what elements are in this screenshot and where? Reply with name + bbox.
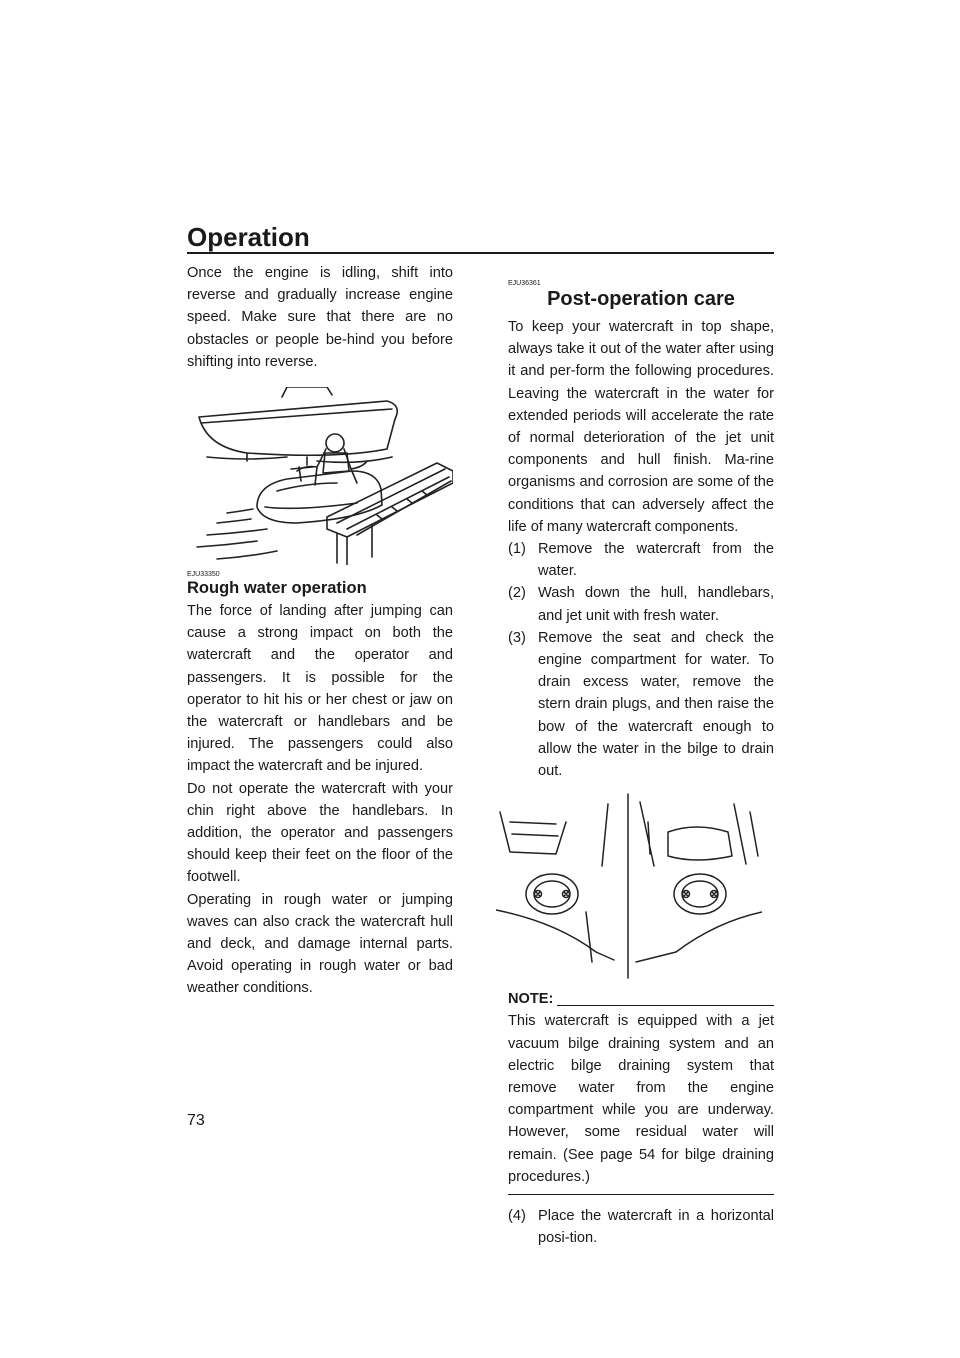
rough-water-paragraph-3: Operating in rough water or jumping waves can also crack the watercraft hull and deck, and damage internal parts. Avoid operating in rough water or bad weather conditions.: [187, 891, 453, 997]
stern-drain-plug-illustration: [496, 792, 762, 980]
note-end-rule: [508, 1194, 774, 1195]
post-operation-intro: To keep your watercraft in top shape, always take it out of the water after using it and per-form the following procedures. Leaving the watercraft in the water for extended periods will accelerate the rate of normal deterioration of the jet unit components and hull finish. Ma-rine organisms and corrosion are some of the conditions that can adversely affect the life of many watercraft components.: [508, 319, 774, 535]
right-column: [508, 280, 774, 1250]
reverse-paragraph: Once the engine is idling, shift into reverse and gradually increase engine speed. Make sure that there are no obstacles or people be-hind you before shifting into reverse.: [187, 265, 453, 370]
left-column: [187, 262, 453, 1000]
rough-water-heading: Rough water operation: [187, 579, 367, 598]
rough-water-code: EJU33350: [187, 571, 220, 579]
note-text: This watercraft is equipped with a jet vacuum bilge draining system and an electric bilge draining system that remove water from the engine compartment while you are underway. However, some residual water will remain. (See page 54 for bilge draining procedures.): [508, 1013, 774, 1185]
step-4: (4) Place the watercraft in a horizontal posi-tion.: [508, 1208, 774, 1247]
note-rule: [557, 1005, 774, 1006]
note-label: NOTE:: [508, 991, 554, 1008]
rough-water-paragraph-2: Do not operate the watercraft with your chin right above the handlebars. In addition, the operator and passengers should keep their feet on the floor of the footwell.: [187, 780, 453, 886]
step-1: (1) Remove the watercraft from the water.: [508, 541, 774, 580]
note-header: [508, 988, 774, 1010]
procedure-steps: [508, 538, 774, 782]
procedure-steps-continued: [508, 1205, 774, 1249]
step-2: (2) Wash down the hull, handlebars, and jet unit with fresh water.: [508, 585, 774, 624]
post-operation-heading: Post-operation care: [547, 288, 735, 310]
watercraft-reversing-illustration: [187, 387, 453, 565]
header-rule: [187, 252, 774, 254]
post-operation-code: EJU36361: [508, 280, 541, 287]
page-number: 73: [187, 1112, 205, 1129]
page-title: Operation: [187, 222, 310, 252]
rough-water-paragraph-1: The force of landing after jumping can cause a strong impact on both the watercraft and the operator and passengers. It is possible for the operator to hit his or her chest or jaw on the watercraft or handlebars and be injured. The passengers could also impact the watercraft and be injured.: [187, 603, 453, 775]
step-3: (3) Remove the seat and check the engine compartment for water. To drain excess water, remove the stern drain plugs, and then raise the bow of the watercraft enough to allow the water in the bilge to drain out.: [508, 629, 774, 780]
